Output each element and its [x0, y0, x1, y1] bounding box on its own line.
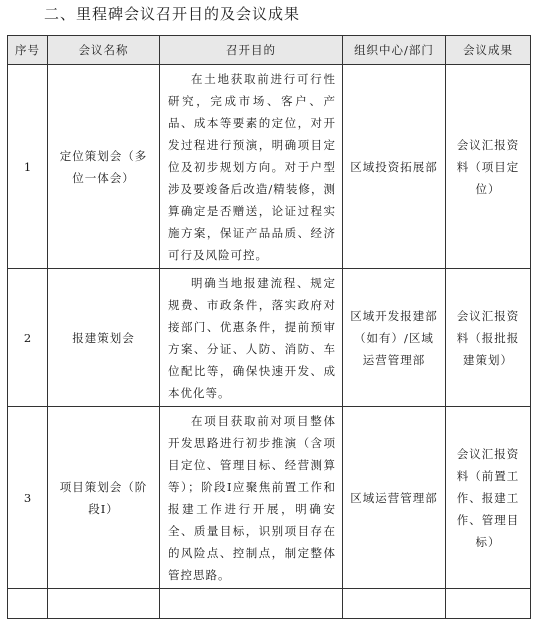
row-purpose [160, 269, 343, 407]
col-header-purpose: 召开目的 [160, 36, 343, 65]
row-purpose-text: 在土地获取前进行可行性研究，完成市场、客户、产品、成本等要素的定位，对开发过程进行预演，明确项目定位及初步规划方向。对于户型涉及要竣备后改造/精装修，测算确定是否赠送，论证过程实施方案，保证产品品质、经济可行及风险可控。 [168, 72, 336, 262]
table-header-row [8, 36, 531, 65]
row-result-text: 会议汇报资料（项目定位） [456, 137, 520, 196]
row-name [48, 589, 160, 619]
row-result [446, 407, 531, 589]
row-result [446, 65, 531, 269]
table-row [8, 407, 531, 589]
row-result [446, 269, 531, 407]
row-no: 3 [8, 407, 48, 589]
col-header-name: 会议名称 [48, 36, 160, 65]
row-name [48, 269, 160, 407]
col-header-no: 序号 [8, 36, 48, 65]
row-result [446, 589, 531, 619]
row-name-text: 项目策划会（阶段Ⅰ） [59, 479, 148, 516]
col-header-org: 组织中心/部门 [343, 36, 446, 65]
row-no: 2 [8, 269, 48, 407]
col-header-result: 会议成果 [446, 36, 531, 65]
row-purpose-text: 在项目获取前对项目整体开发思路进行初步推演（含项目定位、管理目标、经营测算等）；阶段Ⅰ应聚焦前置工作和报建工作进行开展，明确安全、质量目标，识别项目存在的风险点、控制点，制定整体管控思路。 [168, 414, 336, 582]
row-org-text: 区域投资拓展部 [350, 159, 438, 174]
row-name-text: 定位策划会（多位一体会） [59, 148, 148, 185]
row-purpose [160, 407, 343, 589]
row-no [8, 589, 48, 619]
row-org [343, 589, 446, 619]
section-heading: 二、里程碑会议召开目的及会议成果 [44, 5, 301, 23]
row-org [343, 269, 446, 407]
row-name [48, 65, 160, 269]
row-name [48, 407, 160, 589]
table-row [8, 589, 531, 619]
table-row [8, 269, 531, 407]
milestone-meeting-table [7, 35, 531, 619]
row-no: 1 [8, 65, 48, 269]
row-org [343, 65, 446, 269]
row-purpose [160, 65, 343, 269]
row-org-text: 区域运营管理部 [350, 490, 438, 505]
row-org-text: 区域开发报建部（如有）/区域运营管理部 [350, 308, 438, 367]
row-result-text: 会议汇报资料（报批报建策划） [456, 308, 520, 367]
row-name-text: 报建策划会 [72, 330, 135, 345]
row-org [343, 407, 446, 589]
row-purpose-text: 明确当地报建流程、规定规费、市政条件，落实政府对接部门、优惠条件，提前预审方案、分证、人防、消防、车位配比等，确保快速开发、成本优化等。 [168, 276, 336, 400]
row-result-text: 会议汇报资料（前置工作、报建工作、管理目标） [456, 446, 520, 549]
table-row [8, 65, 531, 269]
row-purpose [160, 589, 343, 619]
